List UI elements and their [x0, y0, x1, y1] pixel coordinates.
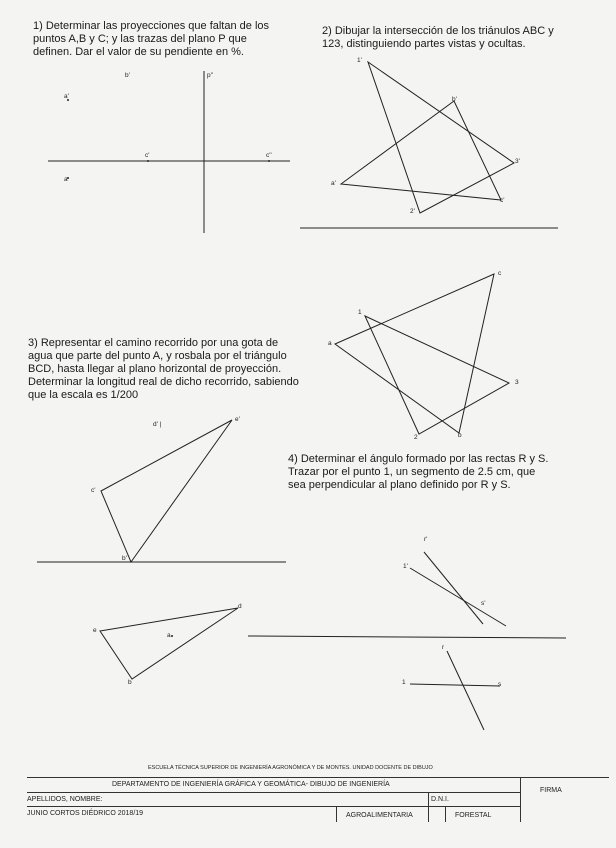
label-a-3: a — [167, 632, 171, 639]
label-b-3: b — [128, 679, 132, 686]
triangle-123-vertical — [368, 62, 514, 213]
label-e: e — [93, 627, 97, 634]
footer-top-line — [27, 777, 609, 778]
label-a: a — [64, 176, 68, 183]
label-a-2: a — [328, 340, 332, 347]
label-1: 1 — [358, 309, 362, 316]
exercise-3-drawing — [37, 420, 286, 679]
forestal-label: FORESTAL — [455, 812, 492, 819]
triangle-abc-vertical — [341, 101, 501, 200]
exercise-4-text: 4) Determinar el ángulo formado por las rectas R y S. Trazar por el punto 1, un segmento de 2.5 cm, que sea perpendicular al plano definido por R y S. — [288, 453, 549, 491]
footer-divider-2 — [428, 792, 429, 822]
exercise-1-drawing — [48, 71, 290, 233]
exercise-4-drawing — [248, 552, 566, 730]
label-p-double-prime: p'' — [207, 72, 214, 79]
label-2-prime: 2' — [410, 208, 415, 215]
label-d: d — [238, 603, 242, 610]
ground-line-4 — [248, 636, 566, 638]
label-r-prime: r' — [424, 536, 428, 543]
line-r-horizontal — [447, 651, 484, 730]
label-c-prime: c' — [145, 152, 150, 159]
label-b-prime-2: b' — [452, 96, 457, 103]
label-3: 3 — [515, 379, 519, 386]
surname-label: APELLIDOS, NOMBRE: — [27, 796, 103, 803]
footer-divider-1 — [336, 806, 337, 822]
footer-divider-3 — [445, 806, 446, 822]
label-1-prime: 1' — [357, 57, 362, 64]
exercise-3-text: 3) Representar el camino recorrido por una gota de agua que parte del punto A, y rosbala por el triángulo BCD, hasta llegar al plano horizontal de proyección. Determinar la longitud real de dicho recorrido, sabiendo que la escala es 1/200 — [28, 337, 299, 401]
label-c-double-prime: c'' — [266, 152, 272, 159]
line-r-vertical — [424, 552, 483, 624]
label-s: s — [498, 681, 502, 688]
line-s-horizontal — [410, 684, 500, 686]
triangle-bcd-vertical — [101, 420, 232, 562]
label-b-prime: b' — [125, 72, 130, 79]
dni-label: D.N.I. — [431, 796, 449, 803]
footer-line-2 — [27, 792, 520, 793]
label-d-prime: d' | — [153, 421, 162, 428]
label-c-prime-2: c' — [500, 197, 505, 204]
footer-line-3 — [27, 806, 520, 807]
triangle-abc-horizontal — [335, 274, 494, 433]
footer-divider-4 — [520, 777, 521, 822]
department-name: DEPARTAMENTO DE INGENIERÍA GRÁFICA Y GEOMÁTICA- DIBUJO DE INGENIERÍA — [112, 781, 390, 788]
label-1-prime-4: 1' — [403, 563, 408, 570]
triangle-bcd-horizontal — [100, 608, 238, 679]
exercise-2-vertical — [300, 62, 558, 228]
label-b: b — [458, 432, 462, 439]
exam-label: JUNIO CORTOS DIÉDRICO 2018/19 — [27, 810, 144, 817]
label-3-prime: 3' — [515, 158, 520, 165]
exercise-2-horizontal — [335, 274, 509, 434]
label-2: 2 — [414, 434, 418, 441]
label-r: r — [442, 644, 445, 651]
exercise-2-text: 2) Dibujar la intersección de los triánulos ABC y 123, distinguiendo partes vistas y ocultas. — [322, 25, 554, 50]
point-markers — [67, 99, 270, 637]
label-e-prime: e' — [235, 416, 240, 423]
label-b-prime-3: b' — [122, 555, 127, 562]
label-c: c — [498, 270, 502, 277]
label-s-prime: s' — [481, 600, 486, 607]
label-1-4: 1 — [402, 679, 406, 686]
label-c-prime-3: c' — [91, 487, 96, 494]
triangle-123-horizontal — [365, 316, 509, 434]
line-s-vertical — [410, 568, 506, 626]
signature-label: FIRMA — [540, 787, 562, 794]
agro-label: AGROALIMENTARIA — [346, 812, 413, 819]
label-a-prime: a' — [64, 93, 69, 100]
label-a-prime-2: a' — [331, 180, 336, 187]
exercise-1-text: 1) Determinar las proyecciones que faltan de los puntos A,B y C; y las trazas del plano P que definen. Dar el valor de su pendiente en %. — [33, 20, 270, 58]
school-name: ESCUELA TÉCNICA SUPERIOR DE INGENIERÍA AGRONÓMICA Y DE MONTES. UNIDAD DOCENTE DE DIBUJO — [148, 765, 433, 771]
